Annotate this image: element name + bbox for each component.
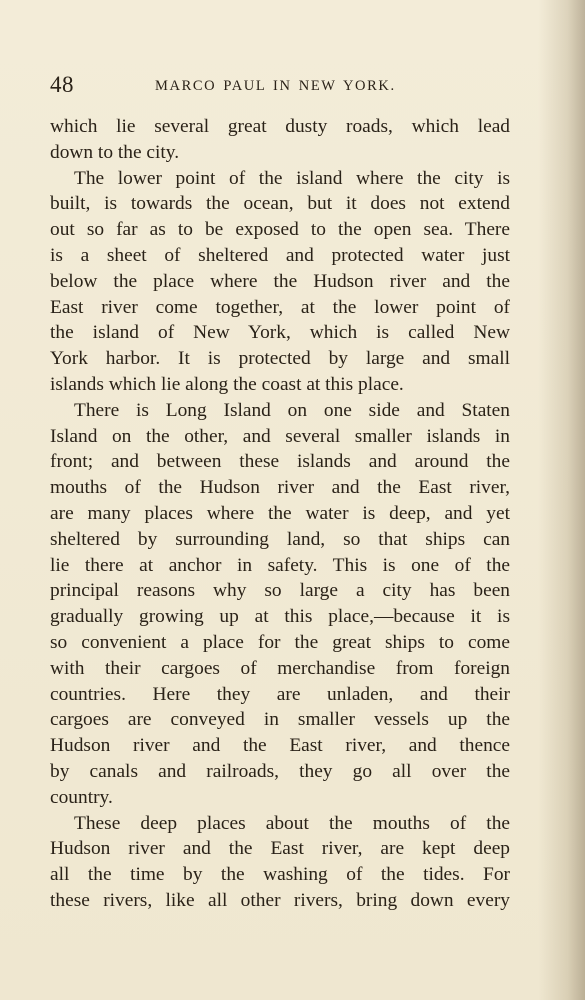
text-line: lie there at anchor in safety. This is one of the: [50, 554, 510, 576]
text-line: so convenient a place for the great ships to come: [50, 631, 510, 653]
text-line: East river come together, at the lower point of: [50, 296, 510, 318]
text-line: which lie several great dusty roads, which lead: [50, 116, 510, 137]
text-line: gradually growing up at this place,—because it is: [50, 606, 510, 628]
text-line: Hudson river and the East river, and thence: [50, 735, 510, 757]
text-line: Hudson river and the East river, are kept deep: [50, 838, 510, 860]
text-line: Island on the other, and several smaller islands in: [50, 425, 510, 447]
text-line: countries. Here they are unladen, and their: [50, 683, 510, 705]
text-line: below the place where the Hudson river and the: [50, 270, 510, 292]
text-line: by canals and railroads, they go all over the: [50, 760, 510, 782]
text-line: these rivers, like all other rivers, bring down every: [50, 889, 510, 911]
text-line: with their cargoes of merchandise from foreign: [50, 657, 510, 679]
text-line: all the time by the washing of the tides. For: [50, 864, 510, 886]
text-line: the island of New York, which is called New: [50, 322, 510, 344]
text-line: These deep places about the mouths of the: [74, 812, 510, 834]
text-line: country.: [50, 786, 113, 808]
body-text: [50, 114, 510, 914]
running-title: MARCO PAUL IN NEW YORK.: [155, 78, 396, 94]
text-line: front; and between these islands and around the: [50, 451, 510, 473]
text-line: down to the city.: [50, 141, 180, 163]
text-line: mouths of the Hudson river and the East river,: [50, 477, 510, 499]
text-line: are many places where the water is deep, and yet: [50, 502, 510, 524]
text-line: is a sheet of sheltered and protected water just: [50, 244, 510, 266]
page-header: [50, 72, 510, 102]
page-number: 48: [50, 72, 74, 97]
text-line: sheltered by surrounding land, so that ships can: [50, 528, 510, 550]
text-line: York harbor. It is protected by large and small: [50, 348, 510, 370]
text-line: There is Long Island on one side and Staten: [74, 399, 510, 421]
text-line: principal reasons why so large a city has been: [50, 580, 510, 602]
text-line: cargoes are conveyed in smaller vessels up the: [50, 709, 510, 731]
text-line: out so far as to be exposed to the open sea. There: [50, 219, 510, 241]
text-line: built, is towards the ocean, but it does not extend: [50, 193, 510, 215]
text-line: islands which lie along the coast at this place.: [50, 373, 404, 395]
text-line: The lower point of the island where the city is: [74, 167, 510, 189]
